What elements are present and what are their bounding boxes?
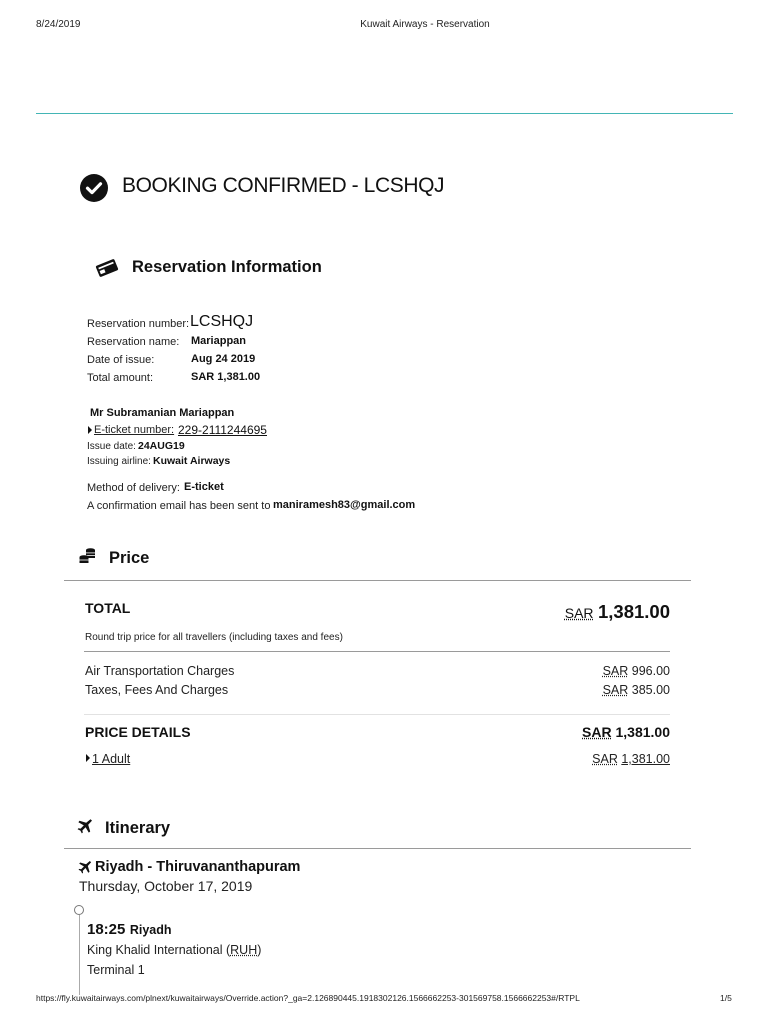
total-amount-label: Total amount: bbox=[87, 372, 154, 384]
footer-page-number: 1/5 bbox=[720, 993, 732, 1003]
taxes-amount: 385.00 bbox=[631, 683, 670, 697]
reservation-section-title: Reservation Information bbox=[132, 258, 322, 276]
price-divider bbox=[64, 580, 691, 581]
departure-time: 18:25 bbox=[87, 921, 126, 938]
top-divider bbox=[36, 113, 733, 114]
air-charges-label: Air Transportation Charges bbox=[85, 664, 235, 678]
airport-close: ) bbox=[257, 943, 262, 957]
issue-date-label: Issue date: bbox=[87, 441, 136, 452]
footer-url: https://fly.kuwaitairways.com/plnext/kuwaitairways/Override.action?_ga=2.126890445.1918302126.1566662253-301569758.1566662253#/RTPL bbox=[36, 993, 580, 1003]
air-charges-price bbox=[603, 664, 670, 678]
booking-confirmed-title: BOOKING CONFIRMED - LCSHQJ bbox=[122, 174, 445, 197]
departure-terminal: Terminal 1 bbox=[87, 963, 145, 977]
reservation-name-value: Mariappan bbox=[191, 335, 247, 347]
expand-triangle-icon[interactable] bbox=[88, 426, 92, 434]
airport-name: King Khalid International ( bbox=[87, 943, 231, 957]
total-currency: SAR bbox=[564, 605, 594, 621]
price-details-amount: 1,381.00 bbox=[615, 724, 670, 740]
airport-code: RUH bbox=[230, 943, 258, 957]
price-section-title: Price bbox=[109, 549, 150, 567]
airplane-icon bbox=[78, 860, 92, 879]
route-title: Riyadh - Thiruvananthapuram bbox=[95, 859, 301, 875]
departure-time-row bbox=[87, 921, 172, 939]
total-label: TOTAL bbox=[85, 600, 131, 616]
price-details-label: PRICE DETAILS bbox=[85, 724, 191, 740]
details-divider bbox=[84, 714, 670, 715]
date-of-issue-value: Aug 24 2019 bbox=[191, 353, 256, 365]
confirmation-email-text: A confirmation email has been sent to bbox=[87, 500, 271, 512]
taxes-currency: SAR bbox=[602, 683, 629, 697]
taxes-price bbox=[603, 683, 670, 697]
total-price bbox=[565, 601, 670, 623]
departure-city: Riyadh bbox=[129, 923, 172, 937]
total-amount-value: SAR 1,381.00 bbox=[191, 371, 261, 383]
price-details-currency: SAR bbox=[582, 724, 612, 740]
adult-currency: SAR bbox=[592, 752, 618, 766]
adult-amount: 1,381.00 bbox=[621, 752, 670, 766]
reservation-number-label: Reservation number: bbox=[87, 318, 190, 330]
itinerary-section-title: Itinerary bbox=[105, 819, 171, 837]
round-trip-note: Round trip price for all travellers (including taxes and fees) bbox=[85, 632, 343, 643]
price-details-price bbox=[582, 724, 670, 740]
delivery-method-value: E-ticket bbox=[184, 481, 224, 493]
coins-icon bbox=[78, 547, 98, 570]
timeline-line bbox=[79, 915, 80, 995]
departure-airport bbox=[87, 943, 261, 957]
delivery-method-label: Method of delivery: bbox=[87, 482, 180, 494]
issuing-airline-value: Kuwait Airways bbox=[153, 455, 231, 467]
air-charges-amount: 996.00 bbox=[631, 664, 670, 678]
taxes-label: Taxes, Fees And Charges bbox=[85, 683, 229, 697]
print-date: 8/24/2019 bbox=[36, 19, 81, 30]
adult-link[interactable]: 1 Adult bbox=[92, 752, 131, 766]
check-circle-icon bbox=[80, 174, 108, 202]
air-charges-currency: SAR bbox=[602, 664, 629, 678]
print-title: Kuwait Airways - Reservation bbox=[360, 19, 490, 30]
airplane-icon bbox=[77, 818, 93, 839]
reservation-number-value: LCSHQJ bbox=[190, 313, 254, 330]
total-amount: 1,381.00 bbox=[597, 601, 670, 622]
eticket-number-label[interactable]: E-ticket number: bbox=[94, 424, 175, 436]
reservation-name-label: Reservation name: bbox=[87, 336, 180, 348]
adult-price bbox=[592, 752, 670, 766]
total-divider bbox=[84, 651, 670, 652]
expand-triangle-icon[interactable] bbox=[86, 754, 90, 762]
issuing-airline-label: Issuing airline: bbox=[87, 456, 151, 467]
itinerary-divider bbox=[64, 848, 691, 849]
timeline-dot bbox=[74, 905, 84, 915]
passenger-name: Mr Subramanian Mariappan bbox=[90, 407, 235, 419]
itinerary-date: Thursday, October 17, 2019 bbox=[79, 878, 253, 894]
issue-date-value: 24AUG19 bbox=[138, 440, 185, 452]
eticket-number-value[interactable]: 229-2111244695 bbox=[178, 423, 267, 437]
ticket-icon bbox=[93, 256, 121, 285]
date-of-issue-label: Date of issue: bbox=[87, 354, 155, 366]
confirmation-email-value: maniramesh83@gmail.com bbox=[273, 499, 416, 511]
